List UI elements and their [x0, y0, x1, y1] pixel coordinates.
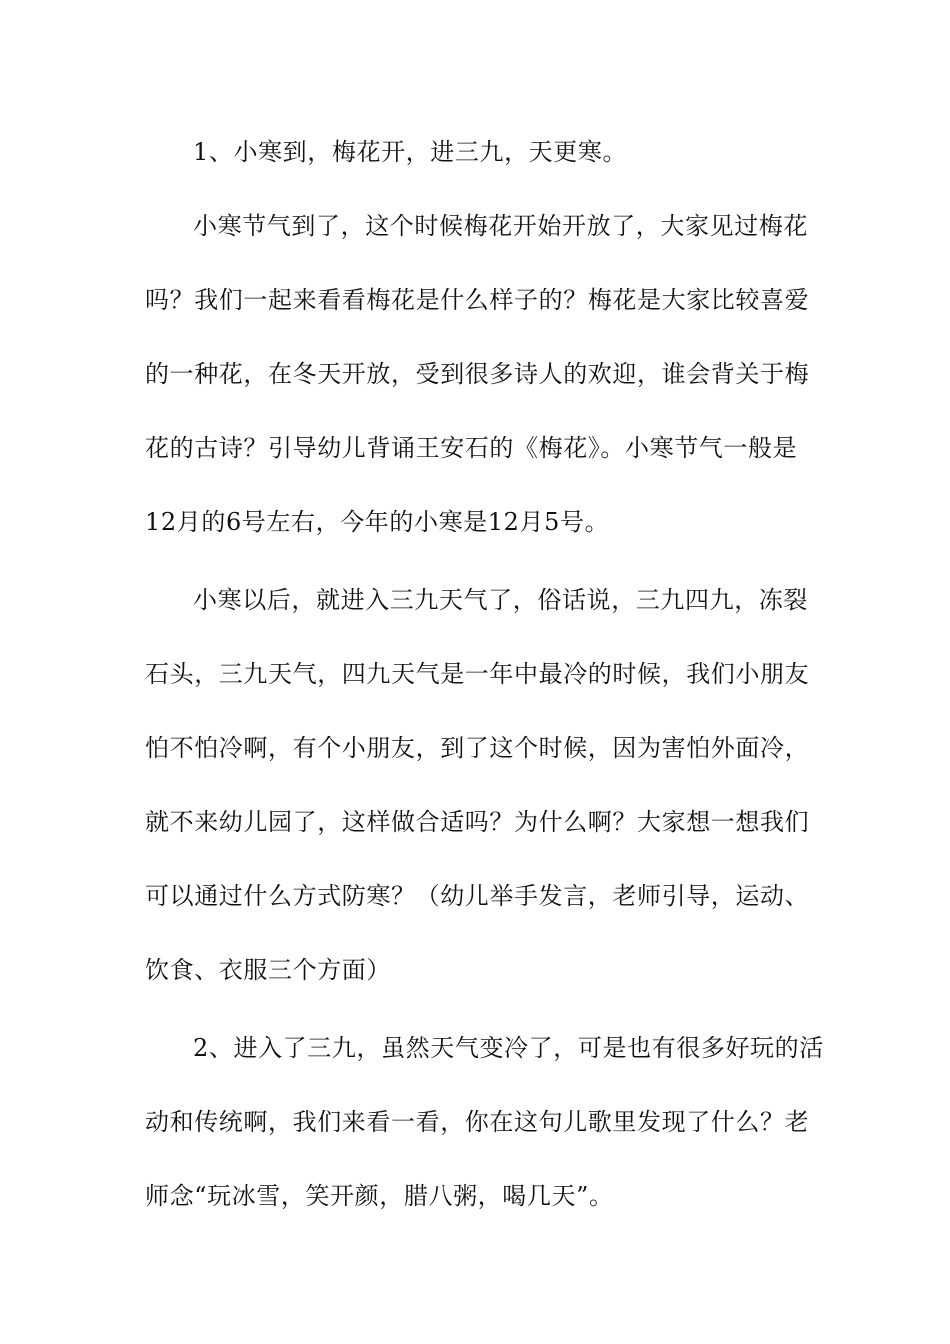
paragraph-3-line-5: 可以通过什么方式防寒？（幼儿举手发言，老师引导，运动、 — [145, 882, 810, 910]
paragraph-3-line-1: 小寒以后，就进入三九天气了，俗话说，三九四九，冻裂 — [193, 586, 808, 614]
paragraph-3-line-6: 饮食、衣服三个方面） — [145, 956, 391, 984]
paragraph-1-line-1: 1、小寒到，梅花开，进三九，天更寒。 — [193, 138, 628, 166]
paragraph-2-line-1: 小寒节气到了，这个时候梅花开始开放了，大家见过梅花 — [193, 212, 808, 240]
paragraph-2-line-2: 吗？我们一起来看看梅花是什么样子的？梅花是大家比较喜爱 — [145, 286, 810, 314]
paragraph-4-line-1: 2、进入了三九，虽然天气变冷了，可是也有很多好玩的活 — [193, 1034, 824, 1062]
paragraph-2-line-3: 的一种花，在冬天开放，受到很多诗人的欢迎，谁会背关于梅 — [145, 360, 810, 388]
paragraph-3-line-4: 就不来幼儿园了，这样做合适吗？为什么啊？大家想一想我们 — [145, 808, 810, 836]
paragraph-2-line-5: 12月的6号左右，今年的小寒是12月5号。 — [145, 508, 610, 536]
paragraph-4-line-3: 师念“玩冰雪，笑开颜，腊八粥，喝几天”。 — [145, 1182, 614, 1210]
paragraph-4-line-2: 动和传统啊，我们来看一看，你在这句儿歌里发现了什么？老 — [145, 1108, 810, 1136]
paragraph-2-line-4: 花的古诗？引导幼儿背诵王安石的《梅花》。小寒节气一般是 — [145, 434, 798, 462]
paragraph-3-line-3: 怕不怕冷啊，有个小朋友，到了这个时候，因为害怕外面冷， — [145, 734, 810, 762]
paragraph-3-line-2: 石头，三九天气，四九天气是一年中最冷的时候，我们小朋友 — [145, 660, 810, 688]
